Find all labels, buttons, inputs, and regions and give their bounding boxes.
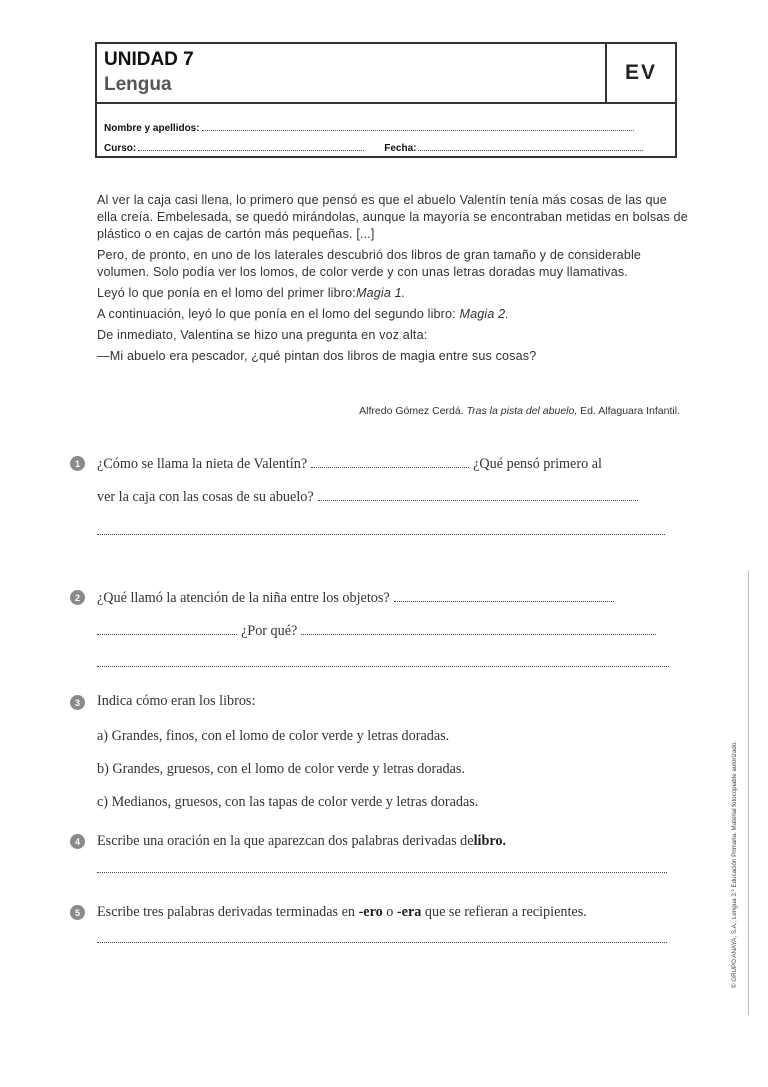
answer-blank[interactable] [318, 490, 638, 501]
answer-blank[interactable] [394, 591, 614, 602]
course-date-field [104, 141, 643, 154]
option-b[interactable]: b) Grandes, gruesos, con el lomo de color verde y letras doradas. [97, 761, 465, 777]
question-4-text [97, 833, 506, 850]
question-number-5: 5 [70, 905, 85, 920]
question-1-text: ¿Cómo se llama la nieta de Valentín? [97, 456, 308, 472]
question-number-4: 4 [70, 834, 85, 849]
citation [280, 405, 680, 417]
passage-paragraph: De inmediato, Valentina se hizo una pregunta en voz alta: [97, 328, 428, 342]
passage-paragraph [97, 306, 689, 323]
name-label: Nombre y apellidos: [104, 123, 200, 134]
question-5-prompt: Escribe tres palabras derivadas terminadas en [97, 904, 356, 920]
question-number-3: 3 [70, 695, 85, 710]
question-1-text: ¿Qué pensó primero al [473, 456, 602, 472]
question-5-prompt-end: que se refieran a recipientes. [424, 904, 587, 920]
header-title-area [97, 44, 675, 104]
suffix-era: -era [396, 904, 422, 920]
question-number-1: 1 [70, 456, 85, 471]
subject-title: Lengua [104, 74, 172, 95]
answer-line[interactable] [97, 533, 665, 535]
book-title: Magia 1. [355, 286, 406, 300]
citation-author: Alfredo Gómez Cerdá. [359, 405, 464, 417]
copyright-notice: © GRUPO ANAYA, S.A., Lengua 3.º Educación Primaria. Material fotocopiable autorizado. [731, 741, 738, 988]
option-c[interactable]: c) Medianos, gruesos, con las tapas de color verde y letras doradas. [97, 794, 479, 810]
question-2-text: ¿Por qué? [241, 623, 298, 639]
reading-passage [97, 192, 689, 369]
book-title: Magia 2. [459, 307, 509, 321]
date-label: Fecha: [384, 143, 417, 154]
connector-or: o [386, 904, 394, 920]
answer-line[interactable] [97, 665, 669, 667]
question-5-text [97, 904, 587, 921]
course-label: Curso: [104, 143, 137, 154]
course-input-line[interactable] [138, 141, 364, 151]
exam-code: EV [605, 44, 675, 102]
passage-text: A continuación, leyó lo que ponía en el lomo del segundo libro: [97, 307, 456, 321]
question-number-2: 2 [70, 590, 85, 605]
answer-blank[interactable] [301, 624, 656, 635]
question-3-text: Indica cómo eran los libros: [97, 693, 256, 709]
answer-line[interactable] [97, 941, 667, 943]
option-a[interactable]: a) Grandes, finos, con el lomo de color verde y letras doradas. [97, 728, 450, 744]
answer-blank[interactable] [97, 624, 237, 635]
passage-text: Leyó lo que ponía en el lomo del primer libro: [97, 286, 356, 300]
name-input-line[interactable] [202, 121, 634, 131]
unit-title: UNIDAD 7 [104, 49, 194, 70]
margin-rule [748, 570, 749, 1015]
passage-paragraph: —Mi abuelo era pescador, ¿qué pintan dos libros de magia entre sus cosas? [97, 349, 537, 363]
question-4-keyword: libro. [473, 833, 507, 849]
date-input-line[interactable] [418, 141, 643, 151]
question-1-line-2 [97, 489, 638, 506]
question-2-text: ¿Qué llamó la atención de la niña entre los objetos? [97, 590, 390, 606]
citation-publisher: Ed. Alfaguara Infantil. [580, 405, 680, 417]
passage-paragraph: Al ver la caja casi llena, lo primero que pensó es que el abuelo Valentín tenía más cosas de las que ella creía. Embelesada, se quedó mirándolas, aunque la mayoría se encontraban metidas en bolsas de plástico o en cajas de cartón más pequeñas. [...] [97, 193, 688, 241]
header-box [95, 42, 677, 158]
question-1-line-1 [97, 456, 602, 473]
question-4-prompt: Escribe una oración en la que aparezcan dos palabras derivadas de [97, 833, 474, 849]
answer-blank[interactable] [311, 457, 469, 468]
passage-paragraph [97, 285, 689, 302]
suffix-ero: -ero [358, 904, 383, 920]
question-1-text: ver la caja con las cosas de su abuelo? [97, 489, 314, 505]
question-2-line-2 [97, 623, 656, 640]
passage-paragraph: Pero, de pronto, en uno de los laterales descubrió dos libros de gran tamaño y de considerable volumen. Solo podía ver los lomos, de color verde y con unas letras doradas muy llamativas. [97, 248, 642, 279]
answer-line[interactable] [97, 871, 667, 873]
question-2-line-1 [97, 590, 614, 607]
citation-title: Tras la pista del abuelo, [466, 405, 578, 417]
name-field [104, 121, 634, 134]
